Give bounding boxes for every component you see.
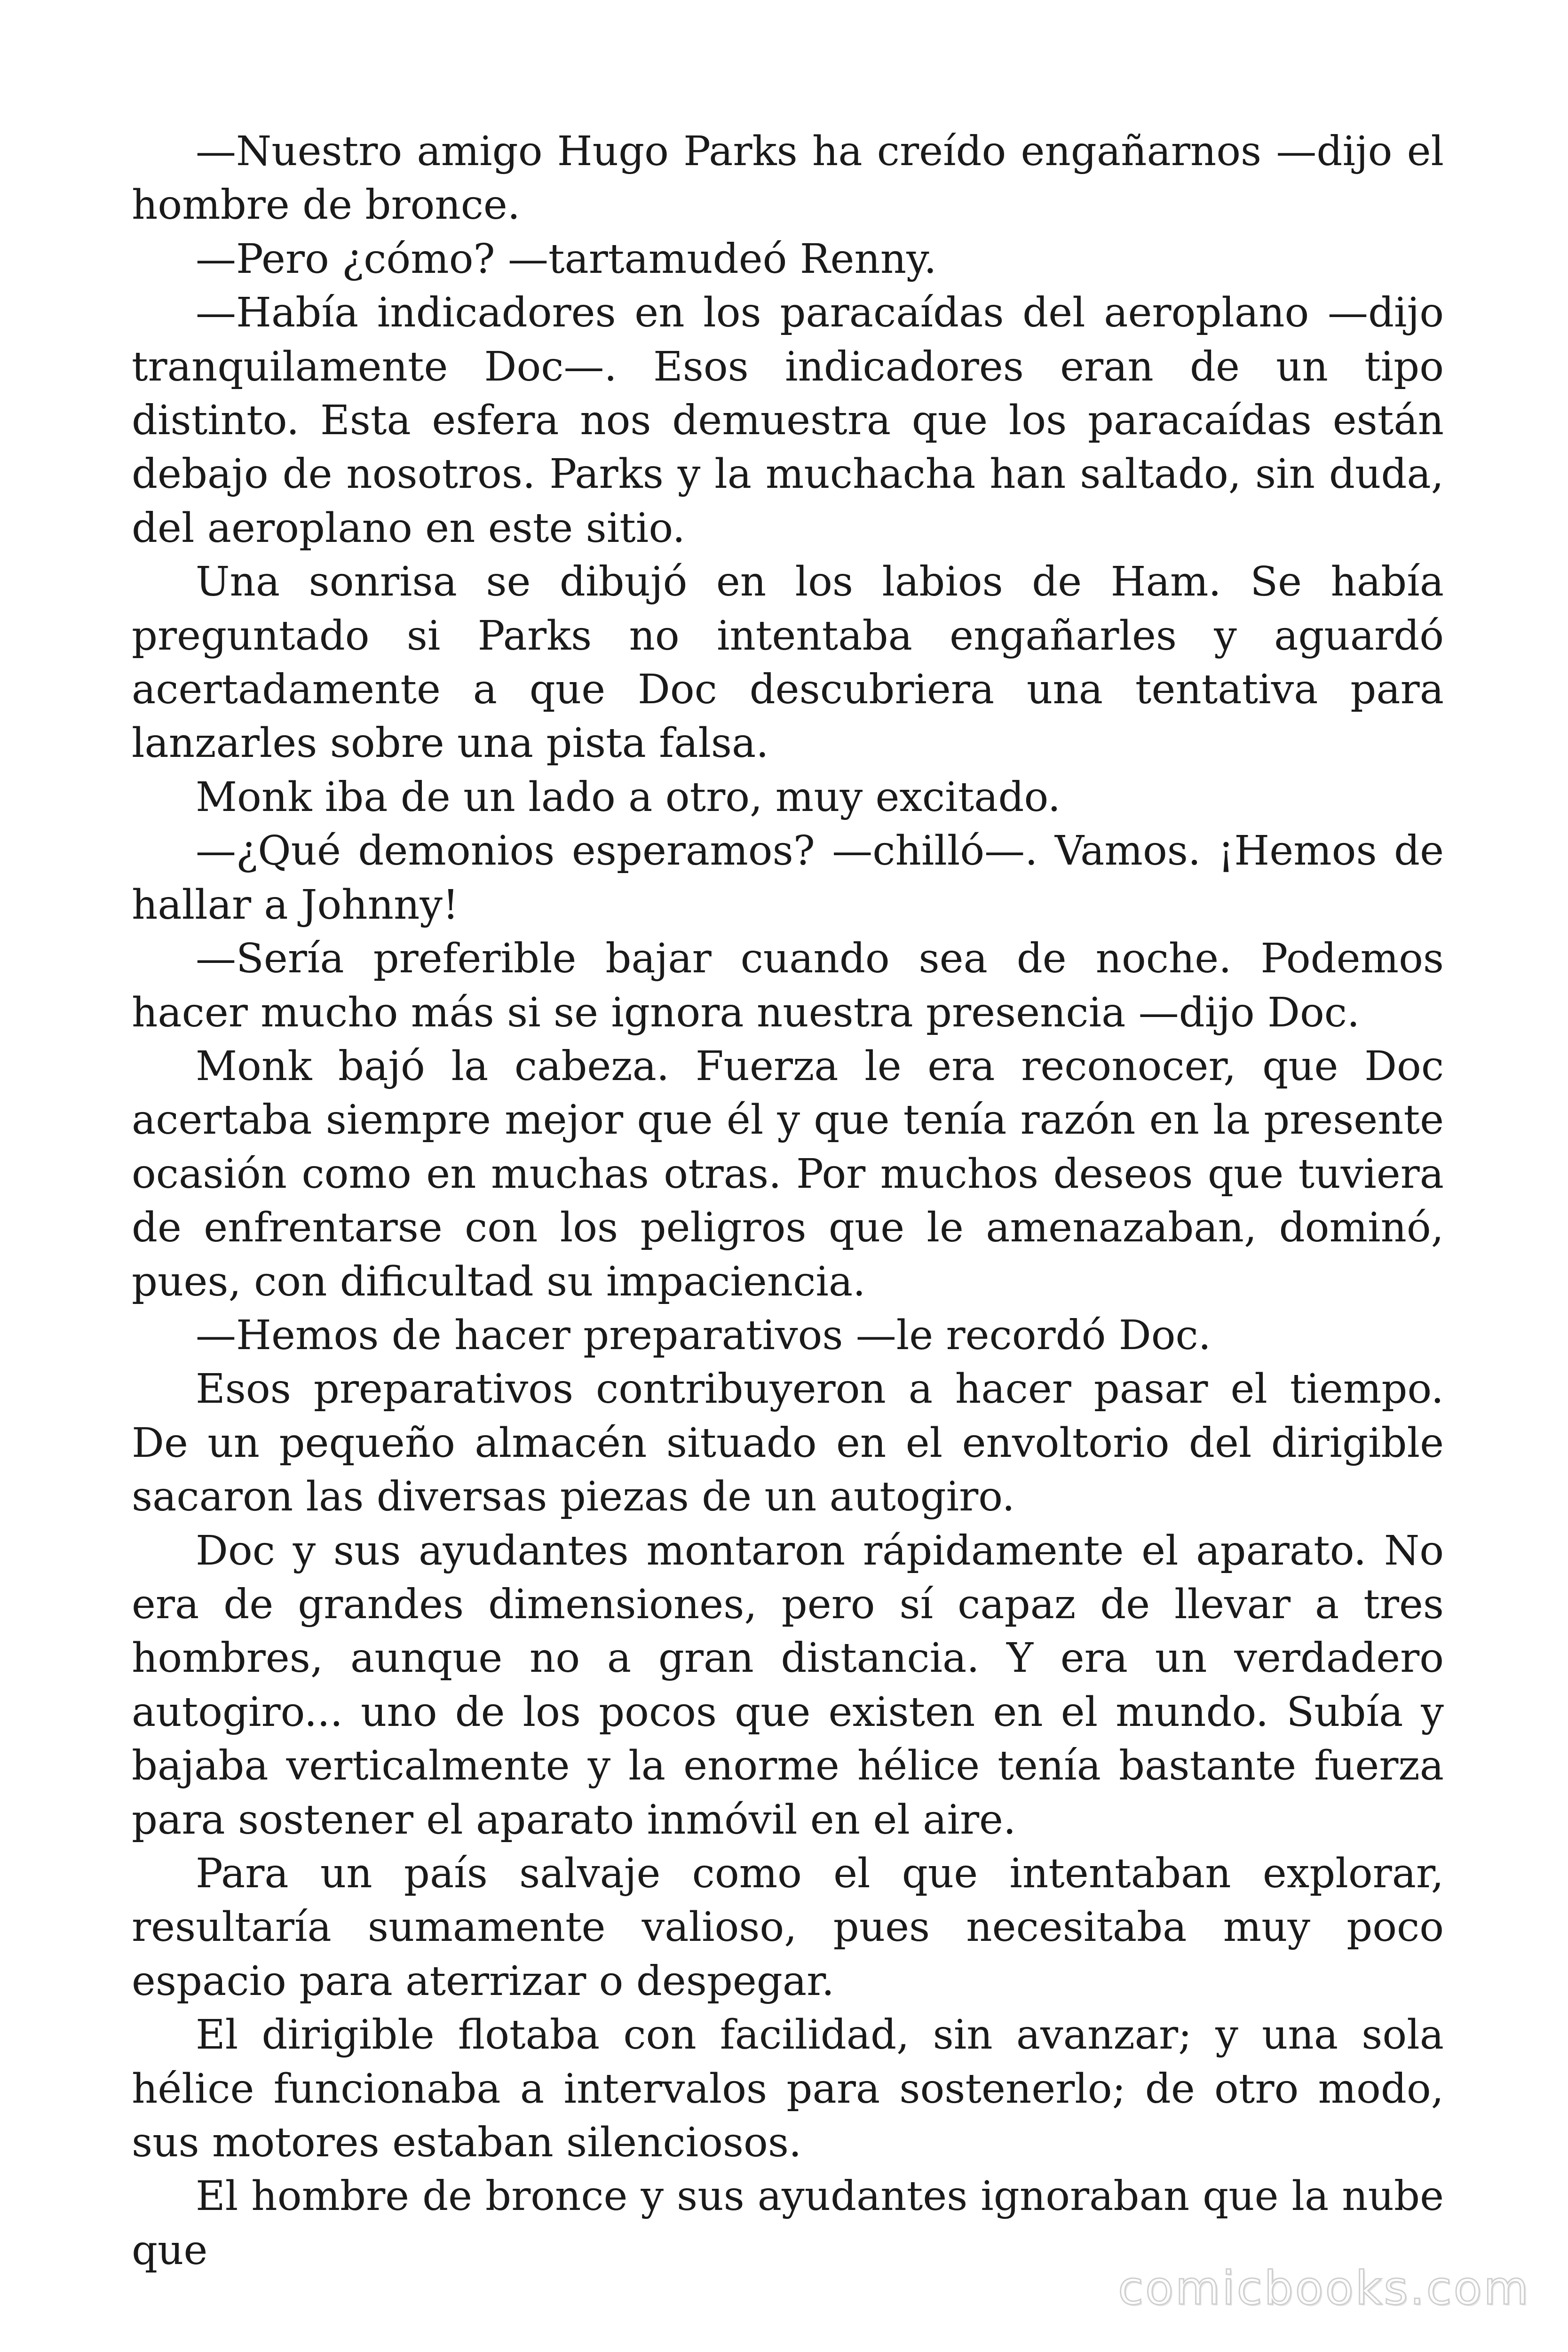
paragraph: El dirigible flotaba con facilidad, sin avanzar; y una sola hélice funcionaba a intervalos para sostenerlo; de otro modo, sus motores estaban silenciosos.: [132, 2011, 1444, 2167]
paragraph: Esos preparativos contribuyeron a hacer pasar el tiempo. De un pequeño almacén situado en el envoltorio del dirigible sacaron las diversas piezas de un autogiro.: [132, 1366, 1444, 1521]
paragraph: Doc y sus ayudantes montaron rápidamente el aparato. No era de grandes dimensiones, pero sí capaz de llevar a tres hombres, aunque no a gran distancia. Y era un verdadero autogiro... uno de los pocos que existen en el mundo. Subía y bajaba verticalmente y la enorme hélice tenía bastante fuerza para sostener el aparato inmóvil en el aire.: [132, 1527, 1444, 1843]
paragraph: Para un país salvaje como el que intentaban explorar, resultaría sumamente valioso, pues necesitaba muy poco espacio para aterrizar o despegar.: [132, 1850, 1444, 2005]
paragraph: Monk bajó la cabeza. Fuerza le era reconocer, que Doc acertaba siempre mejor que él y que tenía razón en la presente ocasión como en muchas otras. Por muchos deseos que tuviera de enfrentarse con los peligros que le amenazaban, dominó, pues, con dificultad su impaciencia.: [132, 1042, 1444, 1305]
watermark: comicbooks.com: [1118, 2262, 1530, 2315]
paragraph: Monk iba de un lado a otro, muy excitado.: [196, 773, 1061, 821]
paragraph: —Había indicadores en los paracaídas del aeroplano —dijo tranquilamente Doc—. Esos indicadores eran de un tipo distinto. Esta esfera nos demuestra que los paracaídas están debajo de nosotros. Parks y la muchacha han saltado, sin duda, del aeroplano en este sitio.: [132, 289, 1444, 552]
paragraph: El hombre de bronce y sus ayudantes ignoraban que la nube que: [132, 2173, 1444, 2274]
page-body: [132, 125, 1444, 2277]
paragraph: —¿Qué demonios esperamos? —chilló—. Vamos. ¡Hemos de hallar a Johnny!: [132, 827, 1444, 929]
paragraph: —Pero ¿cómo? —tartamudeó Renny.: [196, 235, 937, 283]
paragraph: —Nuestro amigo Hugo Parks ha creído engañarnos —dijo el hombre de bronce.: [132, 128, 1444, 229]
paragraph: —Hemos de hacer preparativos —le recordó Doc.: [196, 1311, 1211, 1359]
paragraph: Una sonrisa se dibujó en los labios de Ham. Se había preguntado si Parks no intentaba engañarles y aguardó acertadamente a que Doc descubriera una tentativa para lanzarles sobre una pista falsa.: [132, 558, 1444, 767]
paragraph: —Sería preferible bajar cuando sea de noche. Podemos hacer mucho más si se ignora nuestra presencia —dijo Doc.: [132, 935, 1444, 1036]
